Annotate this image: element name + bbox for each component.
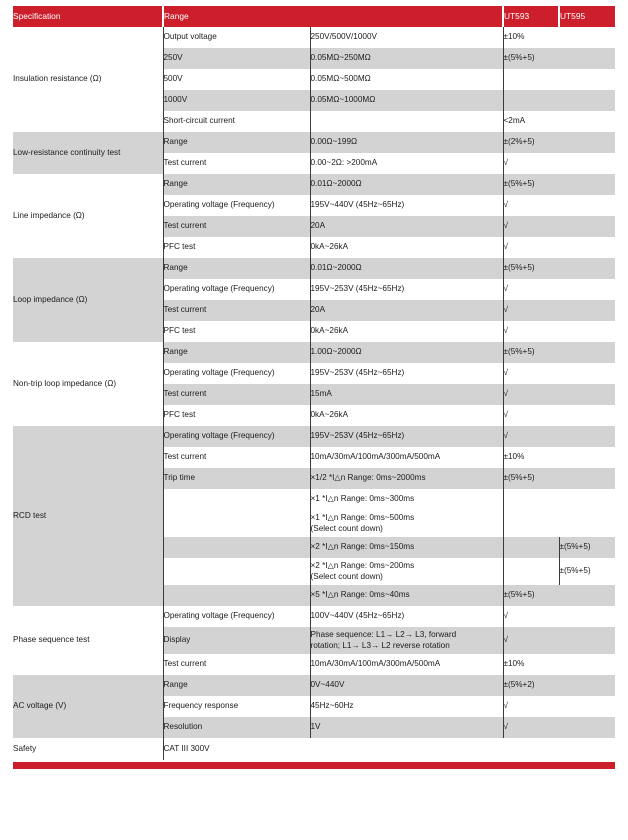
ut595-cell xyxy=(559,627,615,654)
range-cell: 0kA~26kA xyxy=(310,405,503,426)
ut595-cell xyxy=(559,27,615,48)
sub-label-cell: Operating voltage (Frequency) xyxy=(163,606,310,627)
sub-label-cell: Operating voltage (Frequency) xyxy=(163,195,310,216)
table-header xyxy=(13,6,615,27)
sub-label-cell: Range xyxy=(163,342,310,363)
ut593-cell: √ xyxy=(503,426,559,447)
ut593-cell: ±(5%+5) xyxy=(503,468,559,489)
ut593-cell: √ xyxy=(503,237,559,258)
ut593-cell: ±(2%+5) xyxy=(503,132,559,153)
ut595-cell xyxy=(559,696,615,717)
ut593-cell xyxy=(503,537,559,558)
range-cell: 20A xyxy=(310,216,503,237)
spec-cell: RCD test xyxy=(13,426,163,606)
ut593-cell: ±10% xyxy=(503,447,559,468)
ut593-cell: ±(5%+5) xyxy=(503,342,559,363)
footer-accent-bar xyxy=(13,762,615,769)
ut595-cell xyxy=(559,279,615,300)
sub-label-cell: PFC test xyxy=(163,237,310,258)
range-cell: ×2 *I△n Range: 0ms~200ms (Select count down) xyxy=(310,558,503,585)
sub-label-cell: 500V xyxy=(163,69,310,90)
range-cell: ×1 *I△n Range: 0ms~300ms xyxy=(310,489,503,510)
sub-label-cell: Display xyxy=(163,627,310,654)
range-cell: ×2 *I△n Range: 0ms~150ms xyxy=(310,537,503,558)
ut595-cell xyxy=(559,654,615,675)
range-cell: 100V~440V (45Hz~65Hz) xyxy=(310,606,503,627)
range-cell: 10mA/30mA/100mA/300mA/500mA xyxy=(310,447,503,468)
table-row xyxy=(13,675,615,696)
range-cell: 195V~253V (45Hz~65Hz) xyxy=(310,279,503,300)
ut593-cell: ±(5%+5) xyxy=(503,48,559,69)
header-specification: Specification xyxy=(13,6,163,27)
sub-label-cell xyxy=(163,585,310,606)
range-cell: 0.00~2Ω: >200mA xyxy=(310,153,503,174)
ut595-cell xyxy=(559,405,615,426)
ut593-cell xyxy=(503,489,559,510)
specification-table xyxy=(13,6,615,760)
ut595-cell xyxy=(559,447,615,468)
ut595-cell xyxy=(559,195,615,216)
header-ut593: UT593 xyxy=(503,6,559,27)
ut595-cell xyxy=(559,489,615,510)
ut593-cell: √ xyxy=(503,321,559,342)
range-cell: 0.01Ω~2000Ω xyxy=(310,174,503,195)
range-cell: Phase sequence: L1→ L2→ L3, forward rotation; L1→ L3→ L2 reverse rotation xyxy=(310,627,503,654)
sub-label-cell: Range xyxy=(163,174,310,195)
ut595-cell xyxy=(559,216,615,237)
ut593-cell: √ xyxy=(503,405,559,426)
range-cell: 250V/500V/1000V xyxy=(310,27,503,48)
range-cell: ×1/2 *I△n Range: 0ms~2000ms xyxy=(310,468,503,489)
table-body xyxy=(13,27,615,760)
sub-label-cell: PFC test xyxy=(163,321,310,342)
table-row xyxy=(13,606,615,627)
ut593-cell: √ xyxy=(503,384,559,405)
ut595-cell xyxy=(559,258,615,279)
ut593-cell: √ xyxy=(503,300,559,321)
ut595-cell xyxy=(559,237,615,258)
ut593-cell xyxy=(503,69,559,90)
range-cell: 195V~253V (45Hz~65Hz) xyxy=(310,363,503,384)
ut593-cell: √ xyxy=(503,279,559,300)
sub-label-cell: Operating voltage (Frequency) xyxy=(163,363,310,384)
sub-label-cell xyxy=(163,537,310,558)
ut595-cell xyxy=(559,90,615,111)
ut595-cell xyxy=(559,363,615,384)
range-cell: CAT III 300V xyxy=(163,738,615,760)
sub-label-cell: Test current xyxy=(163,300,310,321)
spec-cell: Non-trip loop impedance (Ω) xyxy=(13,342,163,426)
ut595-cell xyxy=(559,153,615,174)
ut593-cell: √ xyxy=(503,363,559,384)
spec-cell: Low-resistance continuity test xyxy=(13,132,163,174)
sub-label-cell: 250V xyxy=(163,48,310,69)
ut595-cell xyxy=(559,468,615,489)
ut595-cell xyxy=(559,174,615,195)
ut595-cell xyxy=(559,132,615,153)
sub-label-cell: Operating voltage (Frequency) xyxy=(163,426,310,447)
sub-label-cell: Frequency response xyxy=(163,696,310,717)
ut593-cell xyxy=(503,90,559,111)
range-cell: 10mA/30mA/100mA/300mA/500mA xyxy=(310,654,503,675)
sub-label-cell: Trip time xyxy=(163,468,310,489)
range-cell: 0.05MΩ~500MΩ xyxy=(310,69,503,90)
sub-label-cell xyxy=(163,510,310,537)
sub-label-cell: Output voltage xyxy=(163,27,310,48)
ut593-cell: ±(5%+5) xyxy=(503,174,559,195)
range-cell: 0.00Ω~199Ω xyxy=(310,132,503,153)
ut593-cell: ±10% xyxy=(503,27,559,48)
ut595-cell xyxy=(559,585,615,606)
ut593-cell: √ xyxy=(503,153,559,174)
range-cell: 15mA xyxy=(310,384,503,405)
table-row xyxy=(13,342,615,363)
range-cell: 0kA~26kA xyxy=(310,237,503,258)
sub-label-cell xyxy=(163,489,310,510)
ut595-cell xyxy=(559,300,615,321)
ut595-cell xyxy=(559,384,615,405)
range-cell: 0.05MΩ~1000MΩ xyxy=(310,90,503,111)
range-cell: 0.05MΩ~250MΩ xyxy=(310,48,503,69)
range-cell: 0V~440V xyxy=(310,675,503,696)
ut593-cell: ±(5%+5) xyxy=(503,585,559,606)
ut593-cell: √ xyxy=(503,717,559,738)
ut595-cell xyxy=(559,111,615,132)
spec-cell: Line impedance (Ω) xyxy=(13,174,163,258)
range-cell: ×5 *I△n Range: 0ms~40ms xyxy=(310,585,503,606)
range-cell: 1V xyxy=(310,717,503,738)
ut593-cell: √ xyxy=(503,606,559,627)
table-row xyxy=(13,132,615,153)
sub-label-cell: PFC test xyxy=(163,405,310,426)
sub-label-cell: Test current xyxy=(163,216,310,237)
ut595-cell xyxy=(559,510,615,537)
spec-cell: Loop impedance (Ω) xyxy=(13,258,163,342)
ut595-cell: ±(5%+5) xyxy=(559,537,615,558)
table-row xyxy=(13,258,615,279)
ut593-cell: √ xyxy=(503,195,559,216)
spec-cell: AC voltage (V) xyxy=(13,675,163,738)
sub-label-cell: Range xyxy=(163,258,310,279)
spec-cell: Phase sequence test xyxy=(13,606,163,675)
sub-label-cell: Test current xyxy=(163,654,310,675)
sub-label-cell: Test current xyxy=(163,447,310,468)
ut593-cell: √ xyxy=(503,216,559,237)
ut595-cell xyxy=(559,717,615,738)
ut595-cell: ±(5%+5) xyxy=(559,558,615,585)
ut593-cell: √ xyxy=(503,627,559,654)
header-row xyxy=(13,6,615,27)
ut595-cell xyxy=(559,321,615,342)
ut595-cell xyxy=(559,48,615,69)
table-row xyxy=(13,738,615,760)
sub-label-cell: Operating voltage (Frequency) xyxy=(163,279,310,300)
sub-label-cell: Short-circuit current xyxy=(163,111,310,132)
ut593-cell xyxy=(503,510,559,537)
ut595-cell xyxy=(559,426,615,447)
ut595-cell xyxy=(559,606,615,627)
range-cell: 20A xyxy=(310,300,503,321)
sub-label-cell xyxy=(163,558,310,585)
spec-cell: Safety xyxy=(13,738,163,760)
ut595-cell xyxy=(559,675,615,696)
table-row xyxy=(13,174,615,195)
header-ut595: UT595 xyxy=(559,6,615,27)
range-cell: 0.01Ω~2000Ω xyxy=(310,258,503,279)
spec-cell: Insulation resistance (Ω) xyxy=(13,27,163,132)
range-cell: 0kA~26kA xyxy=(310,321,503,342)
ut593-cell: ±(5%+5) xyxy=(503,258,559,279)
ut593-cell: <2mA xyxy=(503,111,559,132)
sub-label-cell: Test current xyxy=(163,153,310,174)
range-cell: 1.00Ω~2000Ω xyxy=(310,342,503,363)
sub-label-cell: Range xyxy=(163,675,310,696)
sub-label-cell: Range xyxy=(163,132,310,153)
ut593-cell: √ xyxy=(503,696,559,717)
ut593-cell: ±(5%+2) xyxy=(503,675,559,696)
range-cell xyxy=(310,111,503,132)
ut593-cell: ±10% xyxy=(503,654,559,675)
ut595-cell xyxy=(559,342,615,363)
range-cell: 45Hz~60Hz xyxy=(310,696,503,717)
ut593-cell xyxy=(503,558,559,585)
sub-label-cell: 1000V xyxy=(163,90,310,111)
range-cell: 195V~253V (45Hz~65Hz) xyxy=(310,426,503,447)
ut595-cell xyxy=(559,69,615,90)
range-cell: 195V~440V (45Hz~65Hz) xyxy=(310,195,503,216)
table-row xyxy=(13,27,615,48)
sub-label-cell: Resolution xyxy=(163,717,310,738)
range-cell: ×1 *I△n Range: 0ms~500ms (Select count down) xyxy=(310,510,503,537)
sub-label-cell: Test current xyxy=(163,384,310,405)
header-range: Range xyxy=(163,6,503,27)
table-row xyxy=(13,426,615,447)
